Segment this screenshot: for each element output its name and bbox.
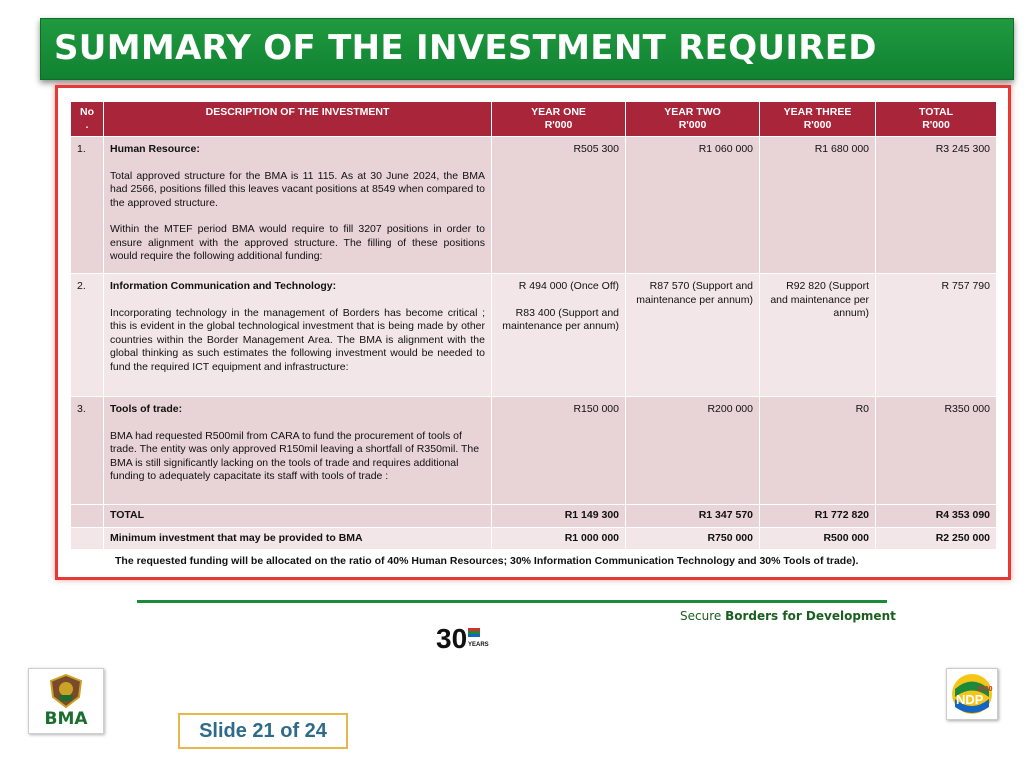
total-value: R3 245 300 [876,137,997,274]
year-three-value: R1 680 000 [760,137,876,274]
year-two-value: R1 060 000 [626,137,760,274]
row-paragraph: Within the MTEF period BMA would require to fill 3207 positions in order to ensure alignment with the approved structure. The filling of these positions would require the following additional funding: [110,223,485,262]
header-year-one: YEAR ONE R'000 [492,102,626,137]
table-header-row [71,102,997,137]
row-number: 3. [71,397,104,505]
row-heading: Human Resource: [110,143,200,155]
header-total: TOTAL R'000 [876,102,997,137]
year-three-minimum: R500 000 [760,527,876,550]
slide-number: Slide 21 of 24 [178,713,348,749]
row-paragraph: BMA had requested R500mil from CARA to fund the procurement of tools of trade. The entity was only approved R150mil leaving a shortfall of R350mil. The BMA is still significantly lacking on the tools of trade and requires additional funding to adequately capacitate its staff with tools of trade : [110,429,480,482]
minimum-label: Minimum investment that may be provided to BMA [104,527,492,550]
page-title: SUMMARY OF THE INVESTMENT REQUIRED [54,28,877,68]
year-two-total: R1 347 570 [626,505,760,528]
table-row-human-resource [71,137,997,274]
investment-table-frame [55,85,1011,580]
year-two-value: R200 000 [626,397,760,505]
row-description [104,137,492,274]
ndp-2030-logo-icon [946,668,998,720]
svg-text:30: 30 [436,623,468,654]
year-one-total: R1 149 300 [492,505,626,528]
bma-emblem-icon [47,673,85,709]
year-one-value: R 494 000 (Once Off) R83 400 (Support and maintenance per annum) [492,274,626,397]
year-one-minimum: R1 000 000 [492,527,626,550]
total-value: R 757 790 [876,274,997,397]
year-three-value: R0 [760,397,876,505]
table-row-total [71,505,997,528]
row-number: 2. [71,274,104,397]
footer-divider [137,600,887,603]
tagline: Secure Borders for Development [680,609,896,623]
year-one-value: R505 300 [492,137,626,274]
row-description [104,397,492,505]
year-three-total: R1 772 820 [760,505,876,528]
row-description [104,274,492,397]
allocation-footnote: The requested funding will be allocated on the ratio of 40% Human Resources; 30% Information Communication Technology and 30% Tools of trade). [115,555,859,567]
row-number [71,527,104,550]
table-row-ict [71,274,997,397]
bma-logo-text: BMA [44,709,88,729]
row-paragraph: Incorporating technology in the management of Borders has become critical ; this is evident in the global technological investment that is being made by other countries within the Border Management Area. The BMA is alignment with the global thinking as such estimates the following investment would be needed to fund the required ICT equipment and infrastructure: [110,306,485,373]
row-heading: Information Communication and Technology: [110,280,337,292]
year-one-value: R150 000 [492,397,626,505]
header-no: No . [71,102,104,137]
year-two-minimum: R750 000 [626,527,760,550]
svg-text:NDP: NDP [956,692,984,707]
row-number: 1. [71,137,104,274]
header-year-two: YEAR TWO R'000 [626,102,760,137]
header-year-three: YEAR THREE R'000 [760,102,876,137]
title-bar [40,18,1014,80]
row-number [71,505,104,528]
table-row-tools-of-trade [71,397,997,505]
row-paragraph: Total approved structure for the BMA is 11 115. As at 30 June 2024, the BMA had 2566, positions filled this leaves vacant positions at 8549 when compared to the approved structure. [110,169,485,209]
year-two-value: R87 570 (Support and maintenance per annum) [626,274,760,397]
total-value: R350 000 [876,397,997,505]
svg-text:YEARS: YEARS [468,642,489,648]
year-three-value: R92 820 (Support and maintenance per annum) [760,274,876,397]
header-description: DESCRIPTION OF THE INVESTMENT [104,102,492,137]
investment-table [70,101,997,550]
total-minimum: R2 250 000 [876,527,997,550]
row-heading: Tools of trade: [110,403,183,415]
grand-total: R4 353 090 [876,505,997,528]
thirty-years-logo-icon [436,622,489,654]
total-label: TOTAL [104,505,492,528]
table-row-minimum-investment [71,527,997,550]
bma-logo [28,668,104,734]
svg-text:2030: 2030 [977,686,993,693]
